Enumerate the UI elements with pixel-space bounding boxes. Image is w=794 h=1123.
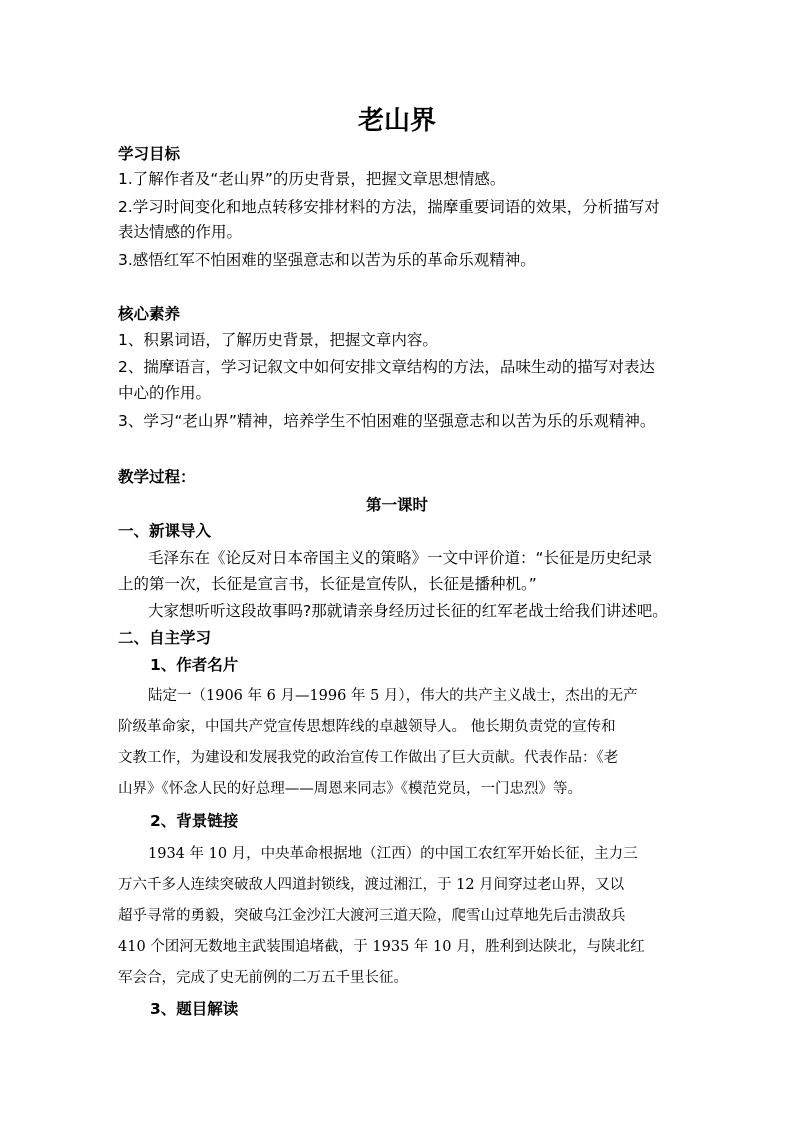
goal-line: 1.了解作者及“老山界”的历史背景，把握文章思想情感。 [118,170,506,188]
literacy-line: 1、积累词语，了解历史背景，把握文章内容。 [118,331,438,349]
background-line: 军会合，完成了史无前例的二万五千里长征。 [118,970,408,986]
intro-line: 毛泽东在《论反对日本帝国主义的策略》一文中评价道：“长征是历史纪录 [148,549,653,567]
intro-line: 上的第一次，长征是宣言书，长征是宣传队，长征是播种机。” [118,575,537,593]
literacy-heading: 核心素养 [118,305,181,323]
section2-heading: 二、自主学习 [118,629,212,647]
background-line: 410 个团河无数地主武装围追堵截，于 1935 年 10 月，胜利到达陕北，与陕北红 [118,939,645,955]
document-title: 老山界 [357,106,436,136]
intro-line: 大家想听听这段故事吗?那就请亲身经历过长征的红军老战士给我们讲述吧。 [148,602,668,620]
background-line: 万六千多人连续突破敌人四道封锁线，渡过湘江，于 12 月间穿过老山界，又以 [118,877,625,893]
goal-line: 表达情感的作用。 [118,223,243,241]
literacy-line: 中心的作用。 [118,384,212,402]
goals-heading: 学习目标 [118,145,181,163]
author-line: 文教工作，为建设和发展我党的政治宣传工作做出了巨大贡献。代表作品：《老 [118,750,619,766]
author-line: 陆定一（1906 年 6 月—1996 年 5 月），伟大的共产主义战士，杰出的无产 [148,688,638,704]
author-line: 山界》《怀念人民的好总理——周恩来同志》《模范党员，一门忠烈》等。 [118,781,582,797]
author-heading: 1、作者名片 [150,656,239,674]
background-line: 超乎寻常的勇毅，突破乌江金沙江大渡河三道天险，爬雪山过草地先后击溃敌兵 [118,908,626,924]
background-heading: 2、背景链接 [150,812,239,830]
section1-heading: 一、新课导入 [118,522,212,540]
literacy-line: 3、学习“老山界”精神，培养学生不怕困难的坚强意志和以苦为乐的乐观精神。 [118,412,656,430]
literacy-line: 2、揣摩语言，学习记叙文中如何安排文章结构的方法，品味生动的描写对表达 [118,358,655,376]
title-reading-heading: 3、题目解读 [150,1000,239,1018]
background-line: 1934 年 10 月，中央革命根据地（江西）的中国工农红军开始长征，主力三 [148,846,638,862]
goal-line: 3.感悟红军不怕困难的坚强意志和以苦为乐的革命乐观精神。 [118,251,536,269]
author-line: 阶级革命家，中国共产党宣传思想阵线的卓越领导人。 他长期负责党的宣传和 [118,719,616,735]
process-heading: 教学过程： [118,468,196,486]
lesson-heading: 第一课时 [365,496,428,514]
goal-line: 2.学习时间变化和地点转移安排材料的方法，揣摩重要词语的效果，分析描写对 [118,198,660,216]
